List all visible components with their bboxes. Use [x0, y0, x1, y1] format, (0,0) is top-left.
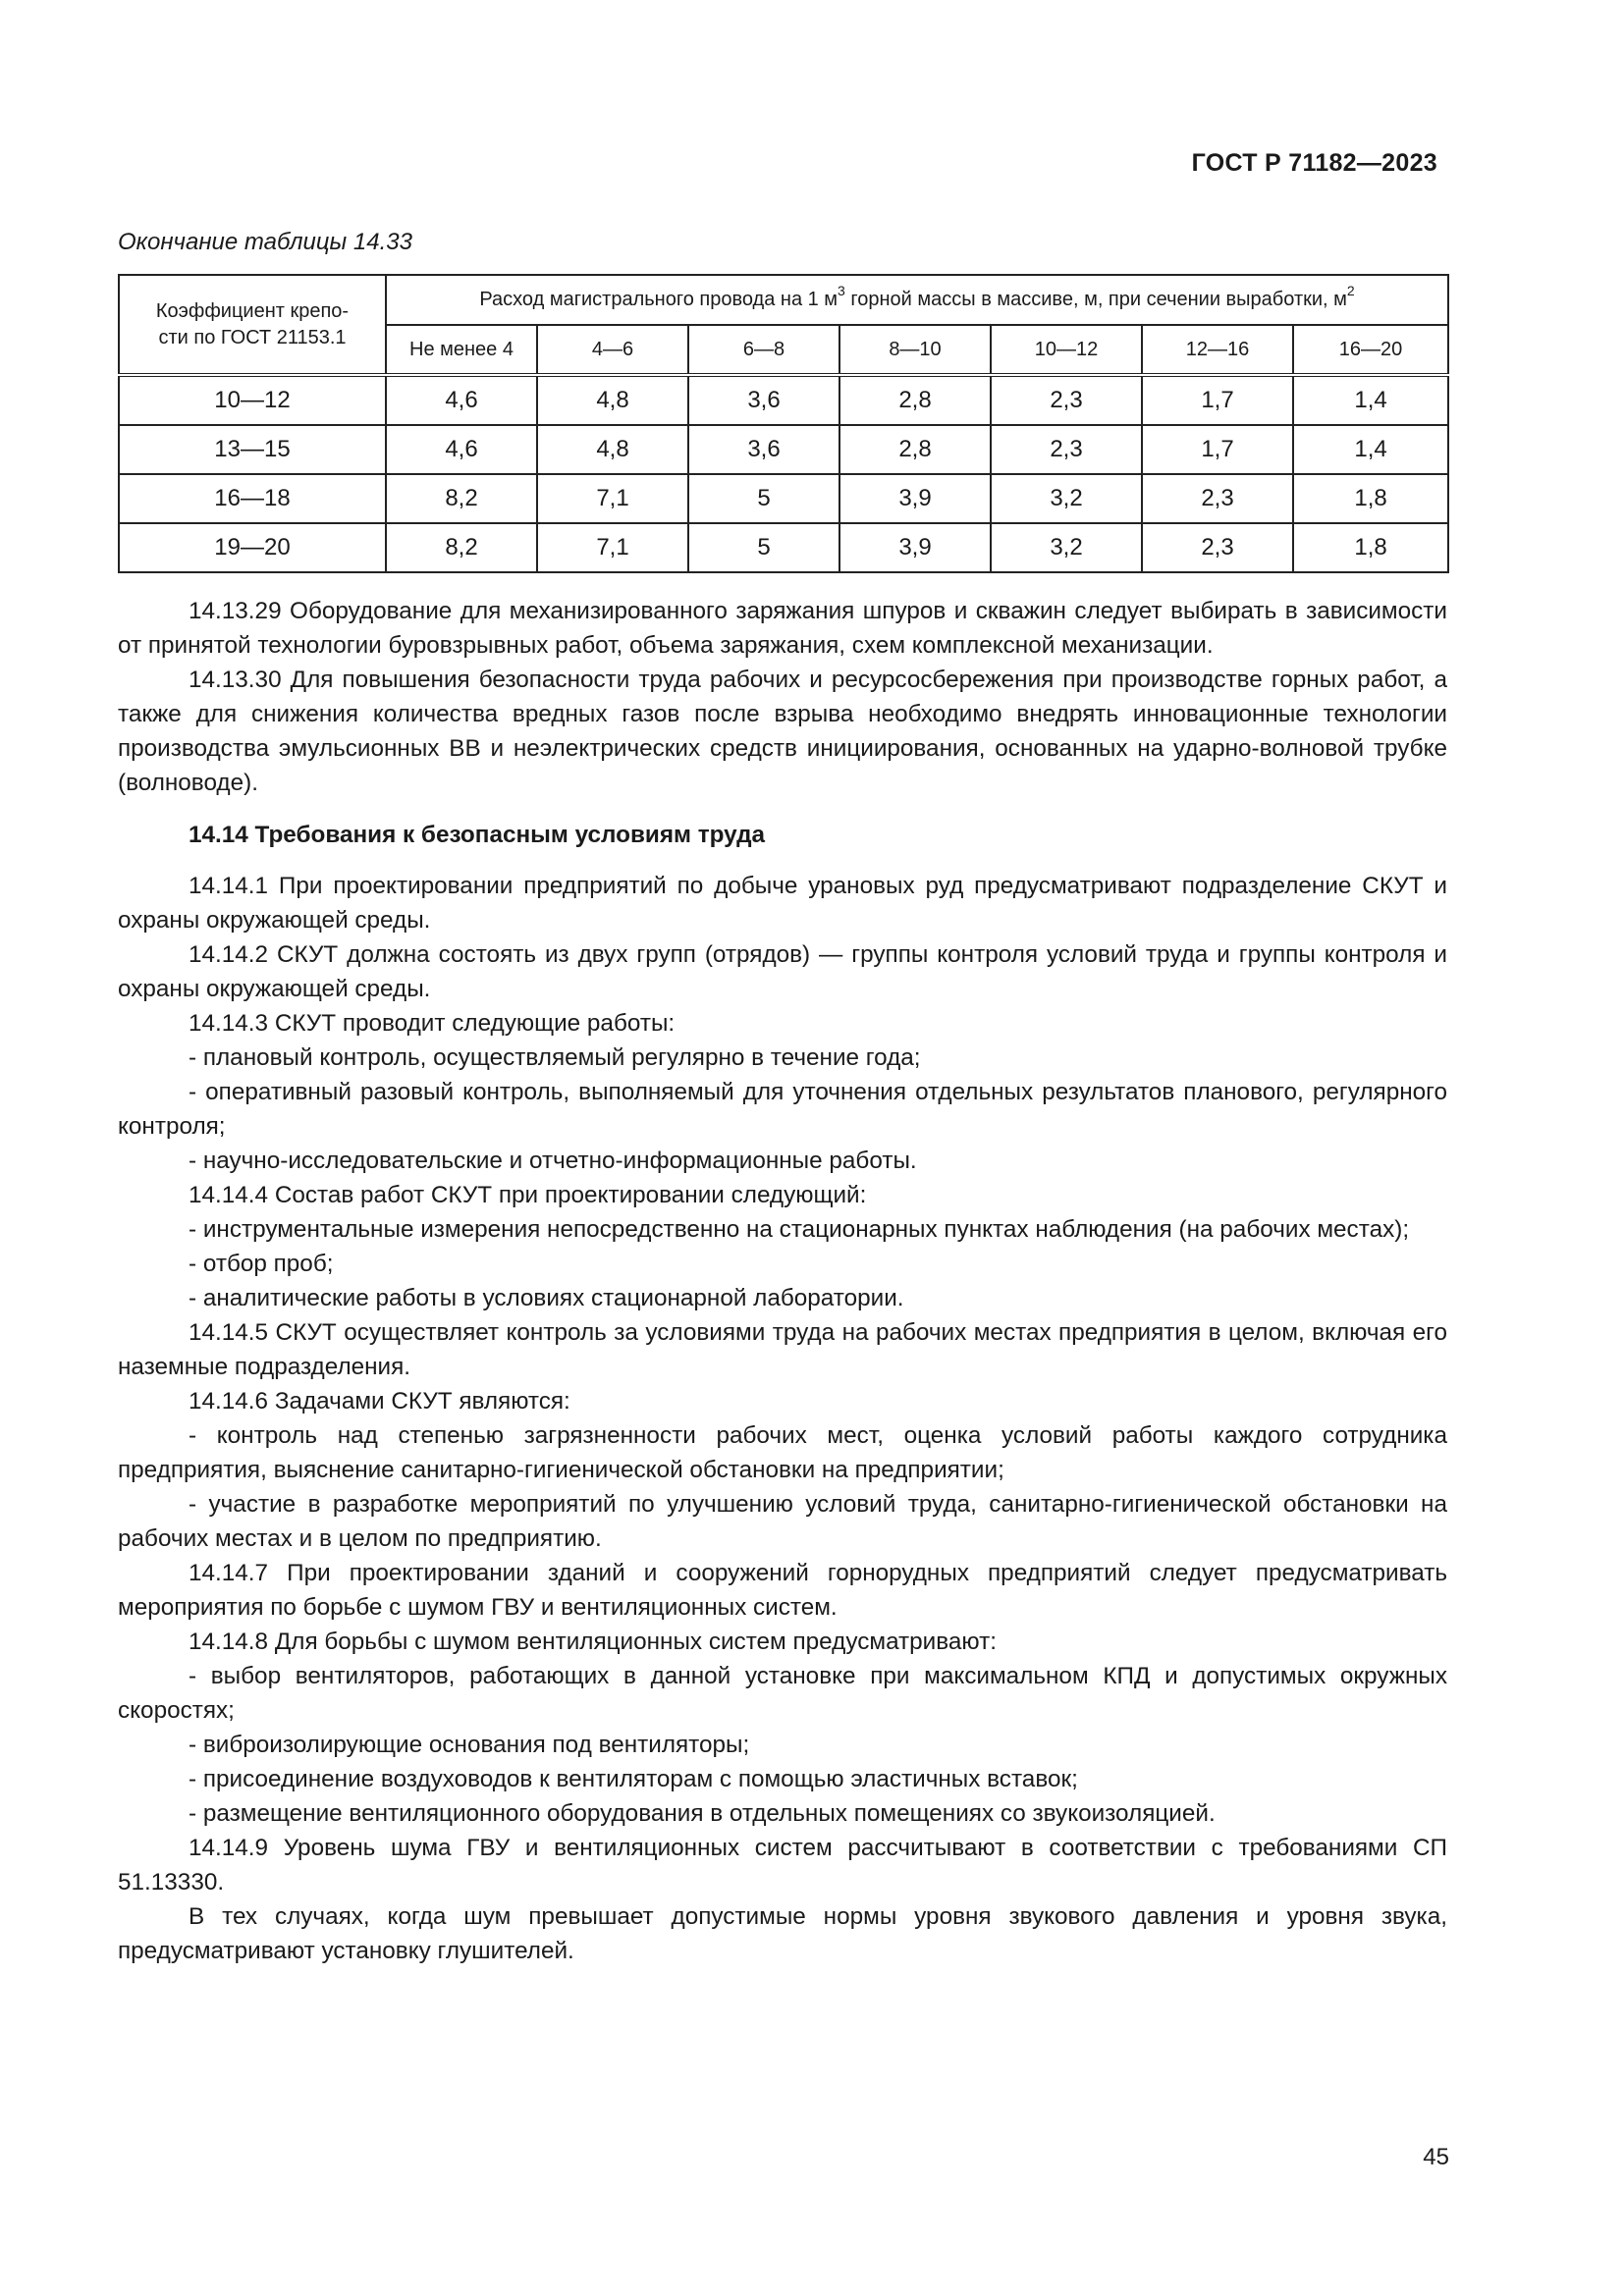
group-header-pre: Расход магистрального провода на 1 м	[479, 289, 839, 310]
table-cell: 2,3	[1142, 474, 1293, 523]
table-row	[119, 425, 1448, 474]
row-label: 16—18	[119, 474, 386, 523]
column-header: 10—12	[991, 325, 1142, 375]
table-cell: 2,3	[991, 375, 1142, 425]
list-item: - размещение вентиляционного оборудования в отдельных помещениях со звукоизоляцией.	[189, 1800, 1216, 1827]
group-header-sup1: 3	[838, 283, 845, 299]
table-cell: 8,2	[386, 474, 537, 523]
group-header-cell	[386, 275, 1448, 325]
paragraph: 14.14.2 СКУТ должна состоять из двух групп (отрядов) — группы контроля условий труда и группы контроля и охраны окружающей среды.	[118, 941, 1447, 1002]
table-cell: 5	[688, 474, 839, 523]
section-heading: 14.14 Требования к безопасным условиям труда	[189, 822, 766, 848]
table-cell: 3,6	[688, 375, 839, 425]
list-item: - отбор проб;	[189, 1251, 334, 1277]
document-id: ГОСТ Р 71182—2023	[1191, 149, 1437, 177]
group-header-mid: горной массы в массиве, м, при сечении выработки, м	[844, 289, 1347, 310]
paragraph: 14.14.5 СКУТ осуществляет контроль за условиями труда на рабочих местах предприятия в целом, включая его наземные подразделения.	[118, 1319, 1447, 1380]
table-caption: Окончание таблицы 14.33	[118, 229, 412, 255]
row-label: 13—15	[119, 425, 386, 474]
list-item: - присоединение воздуховодов к вентиляторам с помощью эластичных вставок;	[189, 1766, 1078, 1792]
list-item: - инструментальные измерения непосредственно на стационарных пунктах наблюдения (на рабочих местах);	[189, 1216, 1410, 1243]
table-cell: 4,6	[386, 375, 537, 425]
table-cell: 1,4	[1293, 425, 1448, 474]
table-row	[119, 474, 1448, 523]
document-body	[118, 594, 1447, 1968]
row-label: 19—20	[119, 523, 386, 572]
list-item: - выбор вентиляторов, работающих в данной установке при максимальном КПД и допустимых окружных скоростях;	[118, 1663, 1447, 1724]
table-cell: 8,2	[386, 523, 537, 572]
table-cell: 2,3	[991, 425, 1142, 474]
list-item: - контроль над степенью загрязненности рабочих мест, оценка условий работы каждого сотрудника предприятия, выяснение санитарно-гигиенической обстановки на предприятии;	[118, 1422, 1447, 1483]
table-cell: 3,2	[991, 474, 1142, 523]
row-header-cell	[119, 275, 386, 375]
group-header-sup2: 2	[1346, 283, 1355, 299]
column-header: 12—16	[1142, 325, 1293, 375]
paragraph: 14.14.1 При проектировании предприятий по добыче урановых руд предусматривают подразделение СКУТ и охраны окружающей среды.	[118, 873, 1447, 934]
paragraph: 14.13.29 Оборудование для механизированного заряжания шпуров и скважин следует выбирать в зависимости от принятой технологии буровзрывных работ, объема заряжания, схем комплексной механизации.	[118, 598, 1447, 659]
paragraph: 14.14.3 СКУТ проводит следующие работы:	[189, 1010, 676, 1037]
list-item: - аналитические работы в условиях стационарной лаборатории.	[189, 1285, 904, 1311]
paragraph: 14.14.8 Для борьбы с шумом вентиляционных систем предусматривают:	[189, 1629, 997, 1655]
wire-consumption-table	[118, 274, 1449, 573]
table-cell: 2,3	[1142, 523, 1293, 572]
table-cell: 1,8	[1293, 523, 1448, 572]
table-cell: 4,8	[537, 375, 688, 425]
table-row	[119, 523, 1448, 572]
table-row	[119, 375, 1448, 425]
table-cell: 4,6	[386, 425, 537, 474]
paragraph: 14.14.4 Состав работ СКУТ при проектировании следующий:	[189, 1182, 867, 1208]
list-item: - плановый контроль, осуществляемый регулярно в течение года;	[189, 1044, 921, 1071]
column-header: Не менее 4	[386, 325, 537, 375]
column-header: 4—6	[537, 325, 688, 375]
list-item: - оперативный разовый контроль, выполняемый для уточнения отдельных результатов планового, регулярного контроля;	[118, 1079, 1447, 1140]
table-cell: 3,9	[839, 474, 991, 523]
table-cell: 2,8	[839, 375, 991, 425]
paragraph: 14.14.6 Задачами СКУТ являются:	[189, 1388, 570, 1415]
list-item: - участие в разработке мероприятий по улучшению условий труда, санитарно-гигиенической обстановки на рабочих местах и в целом по предприятию.	[118, 1491, 1447, 1552]
table-cell: 1,4	[1293, 375, 1448, 425]
row-label: 10—12	[119, 375, 386, 425]
list-item: - виброизолирующие основания под вентиляторы;	[189, 1732, 750, 1758]
table-cell: 4,8	[537, 425, 688, 474]
paragraph: 14.14.7 При проектировании зданий и сооружений горнорудных предприятий следует предусматривать мероприятия по борьбе с шумом ГВУ и вентиляционных систем.	[118, 1560, 1447, 1621]
table-cell: 3,2	[991, 523, 1142, 572]
table-cell: 2,8	[839, 425, 991, 474]
row-header-line1: Коэффициент крепо-	[155, 299, 350, 322]
table-cell: 3,9	[839, 523, 991, 572]
table-cell: 7,1	[537, 523, 688, 572]
table-cell: 1,7	[1142, 375, 1293, 425]
column-header: 6—8	[688, 325, 839, 375]
page-number: 45	[1423, 2144, 1449, 2170]
table-cell: 1,8	[1293, 474, 1448, 523]
list-item: - научно-исследовательские и отчетно-информационные работы.	[189, 1148, 917, 1174]
table-cell: 7,1	[537, 474, 688, 523]
row-header-line2: сти по ГОСТ 21153.1	[158, 326, 347, 348]
paragraph: В тех случаях, когда шум превышает допустимые нормы уровня звукового давления и уровня звука, предусматривают установку глушителей.	[118, 1903, 1447, 1964]
paragraph: 14.13.30 Для повышения безопасности труда рабочих и ресурсосбережения при производстве горных работ, а также для снижения количества вредных газов после взрыва необходимо внедрять инновационные технологии производства эмульсионных ВВ и неэлектрических средств инициирования, основанных на ударно-волновой трубке (волноводе).	[118, 667, 1447, 796]
paragraph: 14.14.9 Уровень шума ГВУ и вентиляционных систем рассчитывают в соответствии с требованиями СП 51.13330.	[118, 1835, 1447, 1896]
table-cell: 3,6	[688, 425, 839, 474]
column-header: 16—20	[1293, 325, 1448, 375]
table-cell: 5	[688, 523, 839, 572]
table-cell: 1,7	[1142, 425, 1293, 474]
column-header: 8—10	[839, 325, 991, 375]
